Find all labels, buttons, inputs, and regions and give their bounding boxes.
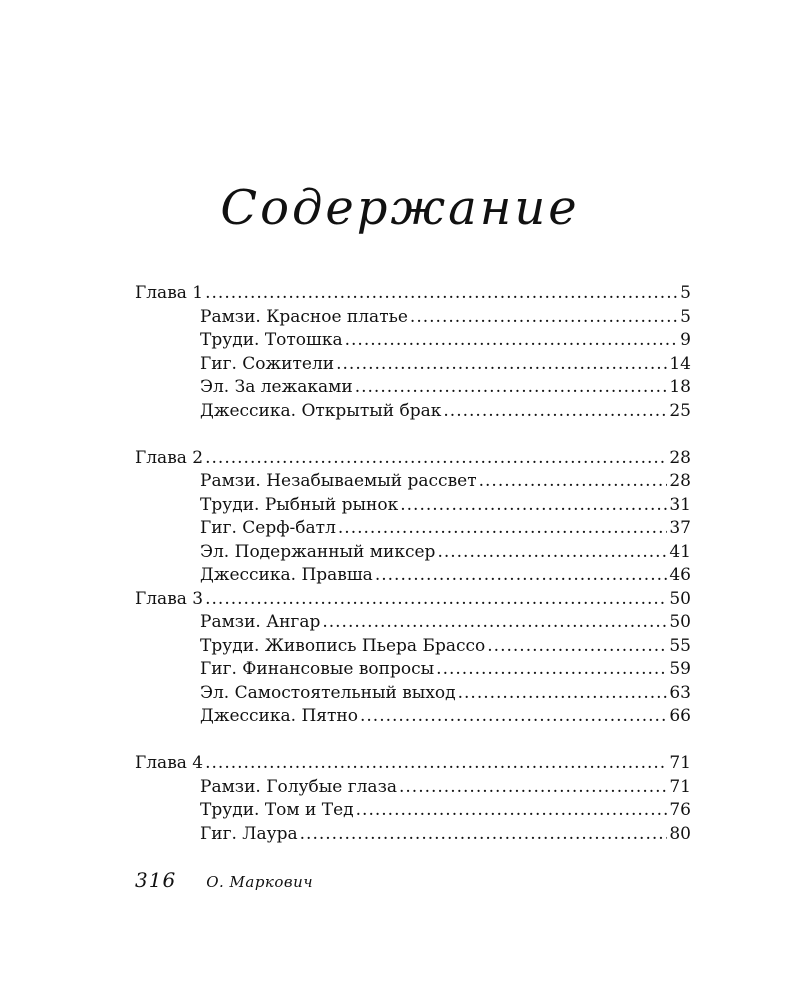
toc-section-entry xyxy=(135,376,691,400)
toc-leader-dots xyxy=(355,376,668,400)
toc-entry-page: 5 xyxy=(680,283,691,303)
toc-leader-dots xyxy=(399,776,667,800)
toc-section-entry xyxy=(135,776,691,800)
toc-entry-page: 14 xyxy=(669,353,691,374)
author-name: О. Маркович xyxy=(206,873,314,891)
toc-section-entry xyxy=(135,541,691,565)
toc-entry-page: 76 xyxy=(669,800,691,820)
toc-section-entry xyxy=(135,658,691,682)
toc-entry-title: Эл. Подержанный миксер xyxy=(200,541,436,562)
toc-entry-page: 28 xyxy=(669,471,691,491)
toc-entry-title: Глава 2 xyxy=(135,447,204,468)
toc-section-entry xyxy=(135,564,691,588)
toc-section-entry xyxy=(135,682,691,706)
toc-entry-page: 59 xyxy=(669,659,691,679)
toc-leader-dots xyxy=(375,564,668,588)
toc-entry-title: Эл. За лежаками xyxy=(200,377,353,397)
toc-entry-page: 5 xyxy=(680,306,691,327)
toc-section-entry xyxy=(135,517,691,541)
toc-entry-title: Гиг. Серф-батл xyxy=(200,518,336,538)
toc-entry-page: 71 xyxy=(669,776,691,797)
toc-entry-title: Глава 3 xyxy=(135,588,204,609)
toc-entry-page: 80 xyxy=(669,823,691,844)
toc-leader-dots xyxy=(205,752,667,776)
toc-section-entry xyxy=(135,611,691,635)
table-of-contents xyxy=(135,282,691,846)
toc-section-entry xyxy=(135,353,691,377)
toc-entry-title: Гиг. Финансовые вопросы xyxy=(200,659,435,679)
toc-leader-dots xyxy=(487,635,667,659)
toc-entry-page: 63 xyxy=(669,682,691,703)
toc-entry-title: Рамзи. Ангар xyxy=(200,612,321,632)
toc-entry-title: Труди. Рыбный рынок xyxy=(200,494,399,515)
toc-section-entry xyxy=(135,705,691,729)
toc-section-entry xyxy=(135,823,691,847)
toc-leader-dots xyxy=(443,400,667,424)
toc-entry-title: Эл. Самостоятельный выход xyxy=(200,682,456,703)
toc-entry-page: 46 xyxy=(669,565,691,585)
toc-entry-page: 71 xyxy=(669,753,691,773)
toc-leader-dots xyxy=(479,470,668,494)
page-footer xyxy=(135,868,313,892)
toc-section-entry xyxy=(135,470,691,494)
toc-section-entry xyxy=(135,799,691,823)
toc-entry-page: 37 xyxy=(669,518,691,538)
toc-entry-title: Глава 1 xyxy=(135,283,204,303)
toc-leader-dots xyxy=(205,282,678,306)
toc-leader-dots xyxy=(336,353,667,377)
toc-chapter-entry xyxy=(135,588,691,612)
toc-entry-page: 9 xyxy=(680,330,691,350)
toc-section-entry xyxy=(135,635,691,659)
toc-section-entry xyxy=(135,306,691,330)
toc-leader-dots xyxy=(356,799,668,823)
toc-entry-title: Глава 4 xyxy=(135,753,204,773)
toc-entry-title: Джессика. Открытый брак xyxy=(200,400,442,421)
toc-leader-dots xyxy=(205,447,667,471)
toc-section-entry xyxy=(135,329,691,353)
toc-entry-page: 50 xyxy=(669,612,691,632)
toc-entry-title: Гиг. Сожители xyxy=(200,353,335,374)
toc-entry-title: Рамзи. Красное платье xyxy=(200,306,408,327)
toc-entry-page: 55 xyxy=(669,635,691,656)
toc-entry-title: Рамзи. Незабываемый рассвет xyxy=(200,471,477,491)
toc-entry-title: Джессика. Пятно xyxy=(200,706,358,726)
toc-entry-title: Труди. Тотошка xyxy=(200,330,343,350)
page-number: 316 xyxy=(135,868,177,892)
toc-entry-page: 41 xyxy=(669,541,691,562)
toc-chapter-entry xyxy=(135,752,691,776)
toc-entry-page: 28 xyxy=(669,447,691,468)
toc-leader-dots xyxy=(322,611,667,635)
toc-section-entry xyxy=(135,400,691,424)
toc-entry-title: Рамзи. Голубые глаза xyxy=(200,776,397,797)
toc-leader-dots xyxy=(400,494,667,518)
toc-entry-page: 25 xyxy=(669,400,691,421)
toc-chapter-entry xyxy=(135,282,691,306)
toc-leader-dots xyxy=(458,682,668,706)
toc-leader-dots xyxy=(300,823,668,847)
toc-leader-dots xyxy=(410,306,678,330)
toc-entry-title: Гиг. Лаура xyxy=(200,823,298,844)
toc-chapter-entry xyxy=(135,447,691,471)
page-title: Содержание xyxy=(220,180,580,236)
toc-leader-dots xyxy=(338,517,667,541)
toc-leader-dots xyxy=(437,541,667,565)
toc-entry-page: 50 xyxy=(669,588,691,609)
toc-entry-page: 18 xyxy=(669,377,691,397)
toc-entry-page: 31 xyxy=(669,494,691,515)
toc-leader-dots xyxy=(436,658,667,682)
toc-entry-title: Труди. Том и Тед xyxy=(200,800,354,820)
toc-entry-title: Джессика. Правша xyxy=(200,565,373,585)
toc-entry-page: 66 xyxy=(669,706,691,726)
toc-leader-dots xyxy=(205,588,667,612)
toc-leader-dots xyxy=(360,705,667,729)
toc-section-entry xyxy=(135,494,691,518)
toc-leader-dots xyxy=(345,329,679,353)
toc-entry-title: Труди. Живопись Пьера Брассо xyxy=(200,635,486,656)
